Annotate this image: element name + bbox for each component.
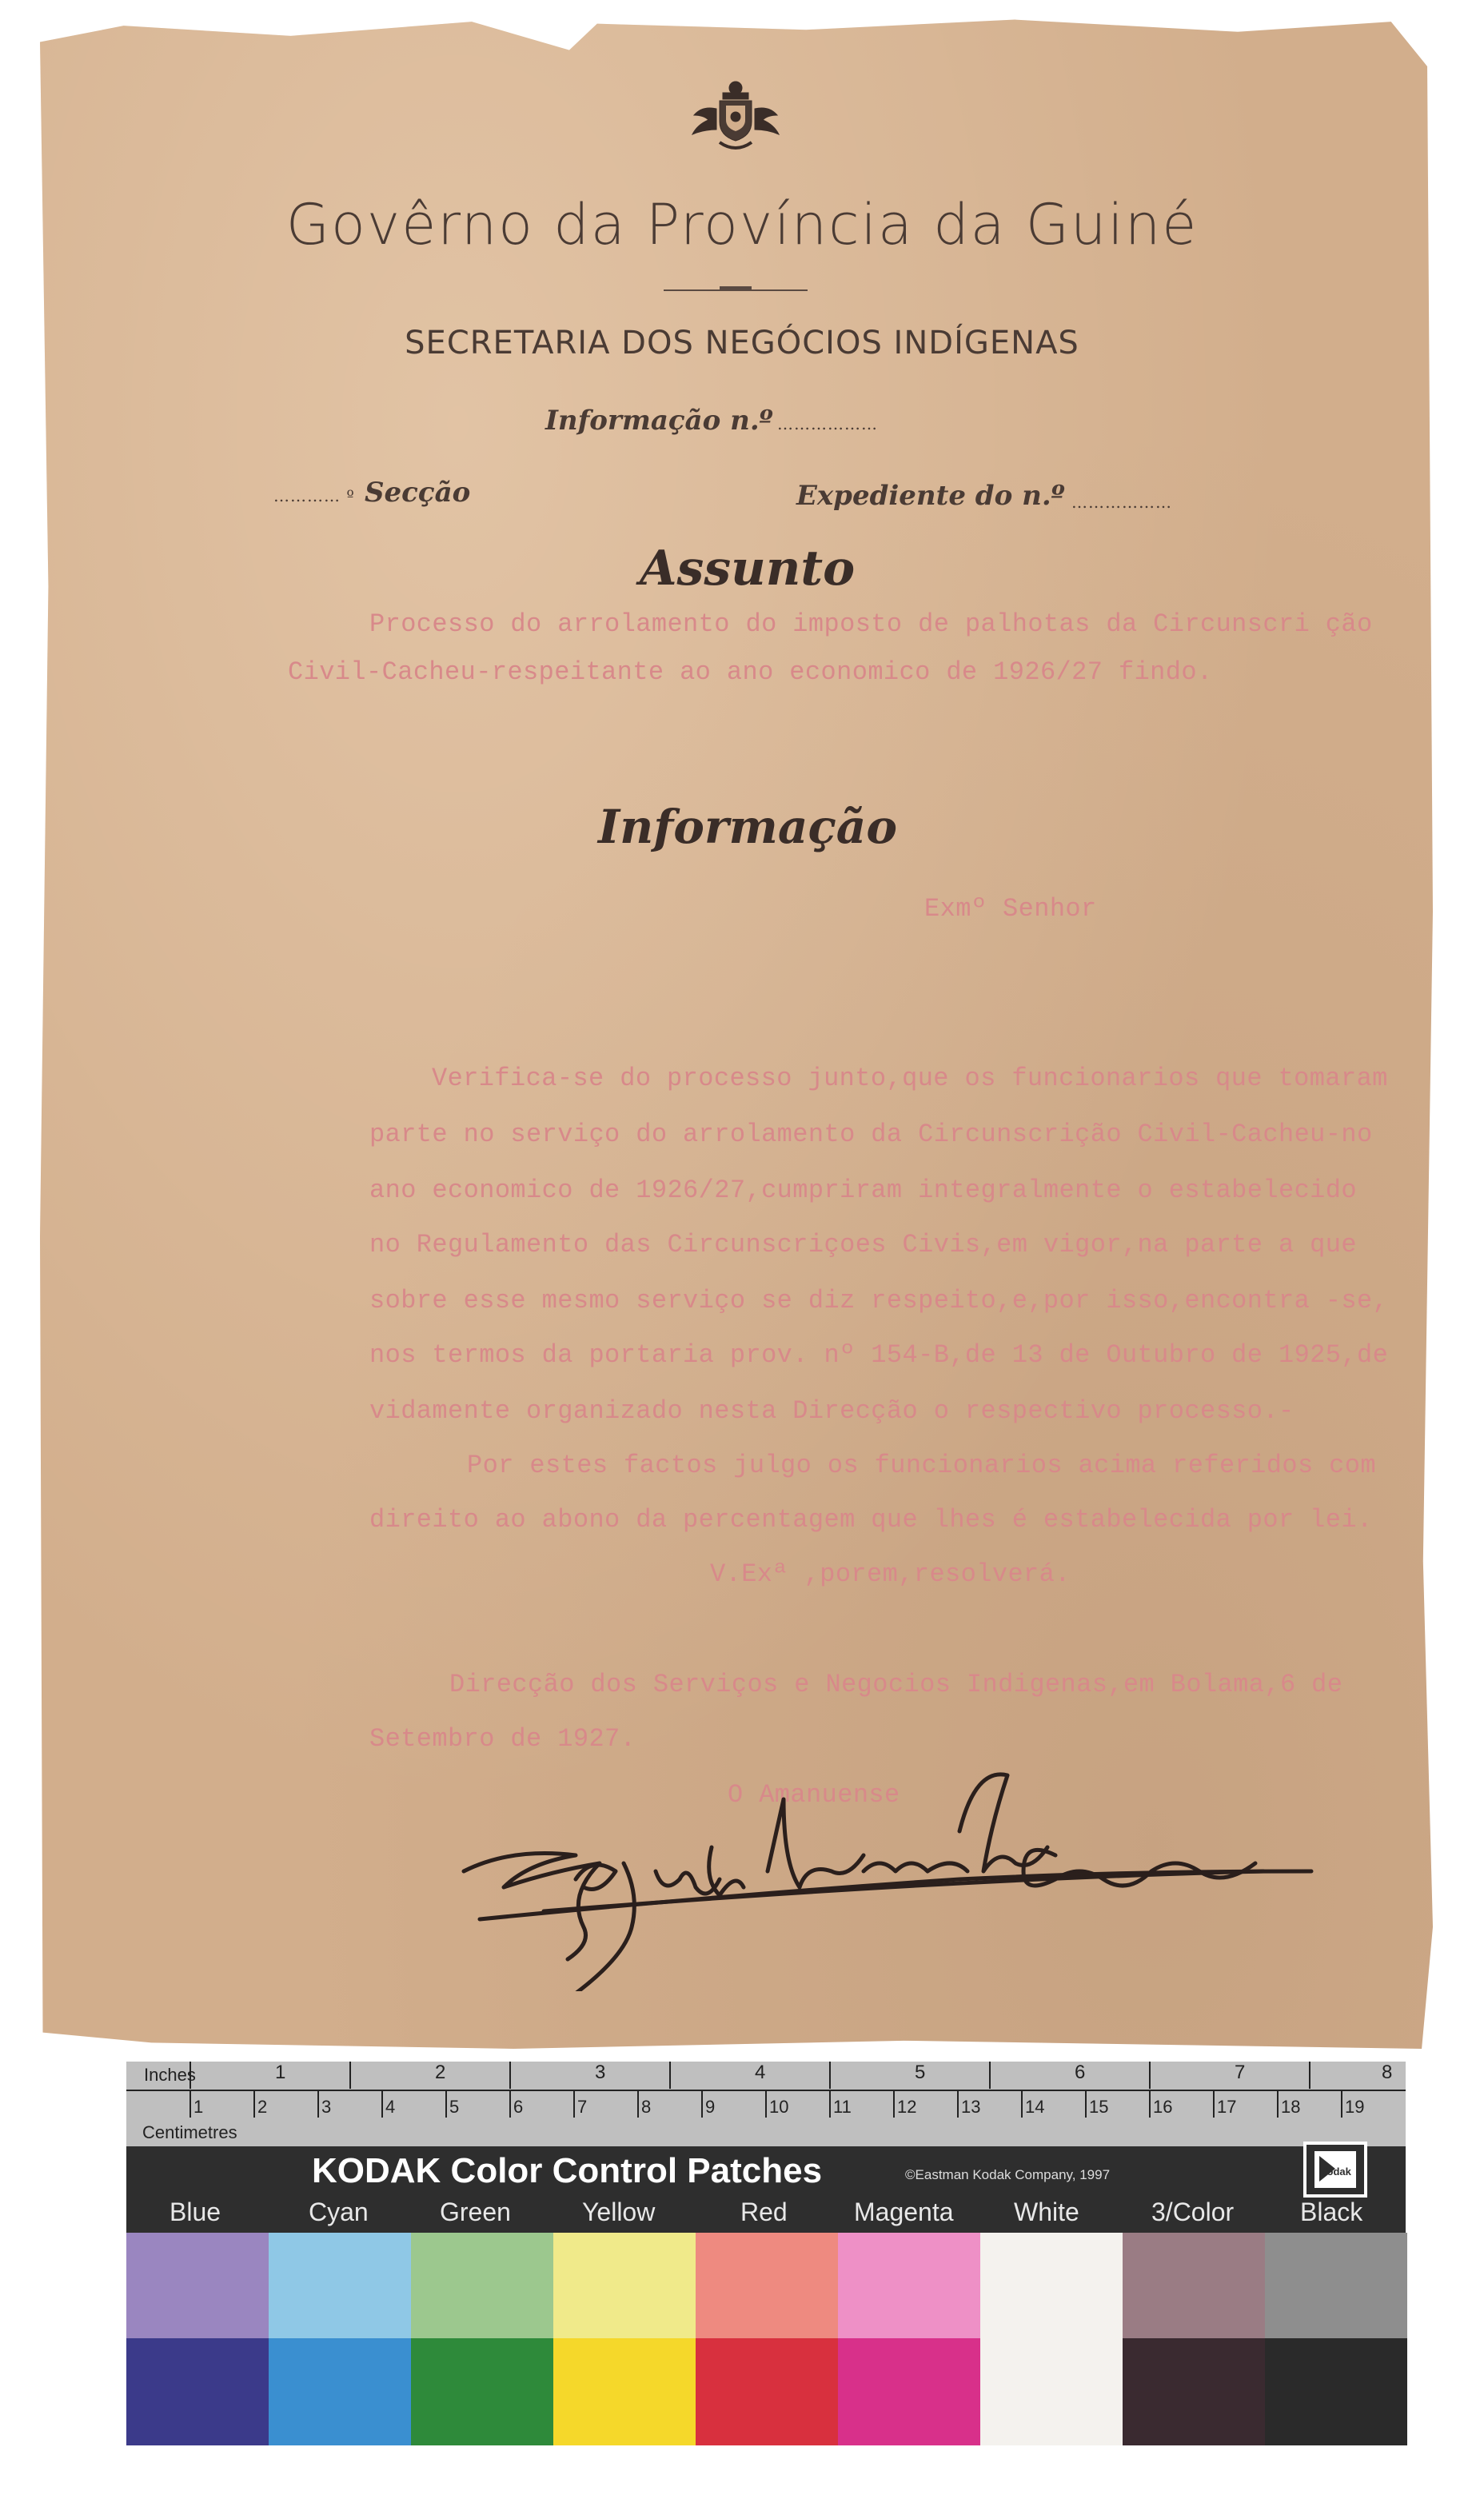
cm-number: 1 — [193, 2097, 204, 2117]
cm-number: 9 — [705, 2097, 716, 2117]
color-patch-red-bottom — [696, 2338, 838, 2445]
cm-number: 16 — [1153, 2097, 1173, 2117]
cm-number: 5 — [449, 2097, 460, 2117]
patch-label: Yellow — [582, 2198, 656, 2226]
document-title: Govêrno da Província da Guiné — [285, 192, 1199, 257]
inch-number: 5 — [915, 2062, 926, 2083]
patch-label: Magenta — [854, 2198, 954, 2226]
body-line: parte no serviço do arrolamento da Circunscrição Civil-Cacheu-no — [369, 1120, 1373, 1149]
cm-number: 12 — [897, 2097, 917, 2117]
informacao-number-field: ……………… — [777, 414, 878, 433]
informacao-heading: Informação — [598, 800, 898, 854]
patch-label: Black — [1300, 2198, 1363, 2226]
patch-label: Red — [740, 2198, 788, 2226]
kodak-logo-text: Kodak — [1319, 2166, 1351, 2178]
body-line: Por estes factos julgo os funcionarios acima referidos com — [467, 1451, 1376, 1480]
expediente-number-field: ……………… — [1071, 493, 1172, 512]
kodak-strip-title: KODAK Color Control Patches — [312, 2151, 823, 2190]
assunto-line: Civil-Cacheu-respeitante ao ano economico de 1926/27 findo. — [288, 657, 1213, 687]
salutation: Exmº Senhor — [924, 894, 1097, 924]
inch-number: 8 — [1382, 2062, 1393, 2083]
cm-number: 15 — [1089, 2097, 1109, 2117]
inch-number: 6 — [1075, 2062, 1086, 2083]
color-patch-magenta-top — [838, 2233, 980, 2338]
cm-number: 19 — [1345, 2097, 1365, 2117]
body-line: nos termos da portaria prov. nº 154-B,de 13 de Outubro de 1925,de — [369, 1340, 1389, 1370]
patch-label: 3/Color — [1151, 2198, 1235, 2226]
color-patch-black-top — [1265, 2233, 1407, 2338]
cm-number: 8 — [641, 2097, 652, 2117]
cm-number: 2 — [257, 2097, 268, 2117]
document-sheet — [40, 18, 1433, 2049]
body-line: direito ao abono da percentagem que lhes é estabelecida por lei. — [369, 1505, 1373, 1535]
centimetres-label: Centimetres — [142, 2122, 237, 2142]
body-line: no Regulamento das Circunscriçoes Civis,em vigor,na parte a que — [369, 1230, 1357, 1259]
kodak-logo-icon — [1303, 2142, 1367, 2198]
color-patch-red-top — [696, 2233, 838, 2338]
color-patch-black-bottom — [1265, 2338, 1407, 2445]
color-patch-cyan-bottom — [269, 2338, 411, 2445]
seccao-number-field: ………… º — [273, 486, 355, 505]
department-name: SECRETARIA DOS NEGÓCIOS INDÍGENAS — [405, 325, 1079, 361]
cm-number: 13 — [961, 2097, 981, 2117]
cm-number: 4 — [385, 2097, 396, 2117]
cm-number: 18 — [1281, 2097, 1301, 2117]
body-line: Verifica-se do processo junto,que os funcionarios que tomaram — [432, 1064, 1388, 1093]
kodak-color-control-strip — [126, 2062, 1406, 2445]
seccao-label: Secção — [365, 477, 471, 509]
cm-number: 6 — [513, 2097, 524, 2117]
body-line: ano economico de 1926/27,cumpriram integralmente o estabelecido — [369, 1176, 1357, 1205]
handwritten-signature — [448, 1751, 1327, 1991]
patch-label: Cyan — [309, 2198, 369, 2226]
color-patch-blue-top — [126, 2233, 269, 2338]
body-line: sobre esse mesmo serviço se diz respeito,e,por isso,encontra -se, — [369, 1286, 1389, 1315]
assunto-line: Processo do arrolamento do imposto de palhotas da Circunscri ção — [369, 609, 1373, 639]
patch-label: Blue — [170, 2198, 221, 2226]
color-patch-green-bottom — [411, 2338, 553, 2445]
title-divider-mark — [720, 286, 752, 290]
assunto-heading: Assunto — [640, 541, 856, 597]
closing-line: Setembro de 1927. — [369, 1724, 636, 1754]
inch-number: 1 — [275, 2062, 286, 2083]
cm-number: 10 — [769, 2097, 789, 2117]
color-patch-3-color-top — [1123, 2233, 1265, 2338]
inch-number: 3 — [595, 2062, 606, 2083]
expediente-label: Expediente do n.º — [796, 480, 1065, 512]
cm-number: 7 — [577, 2097, 588, 2117]
cm-number: 11 — [833, 2097, 852, 2117]
coat-of-arms-icon — [688, 77, 784, 157]
inch-number: 2 — [435, 2062, 446, 2083]
color-patch-yellow-top — [553, 2233, 696, 2338]
cm-number: 17 — [1217, 2097, 1237, 2117]
patch-label: White — [1014, 2198, 1079, 2226]
color-patch-green-top — [411, 2233, 553, 2338]
signatory-title: O Amanuense — [728, 1780, 900, 1810]
color-patch-yellow-bottom — [553, 2338, 696, 2445]
body-line: vidamente organizado nesta Direcção o respectivo processo.- — [369, 1396, 1295, 1426]
color-patch-magenta-bottom — [838, 2338, 980, 2445]
informacao-number-label: Informação n.º — [545, 405, 773, 437]
color-patch-white-bottom — [980, 2338, 1123, 2445]
color-patch-blue-bottom — [126, 2338, 269, 2445]
closing-line: Direcção dos Serviços e Negocios Indigenas,em Bolama,6 de — [449, 1670, 1343, 1699]
inch-number: 4 — [755, 2062, 766, 2083]
patch-label: Green — [440, 2198, 511, 2226]
inch-number: 7 — [1235, 2062, 1246, 2083]
inches-label: Inches — [144, 2065, 196, 2085]
kodak-copyright: ©Eastman Kodak Company, 1997 — [905, 2167, 1111, 2182]
body-line: V.Exª ,porem,resolverá. — [710, 1559, 1071, 1589]
measurement-ruler — [126, 2062, 1406, 2146]
color-patch-white-top — [980, 2233, 1123, 2338]
color-patch-cyan-top — [269, 2233, 411, 2338]
cm-number: 14 — [1025, 2097, 1045, 2117]
color-patch-3-color-bottom — [1123, 2338, 1265, 2445]
cm-number: 3 — [321, 2097, 332, 2117]
